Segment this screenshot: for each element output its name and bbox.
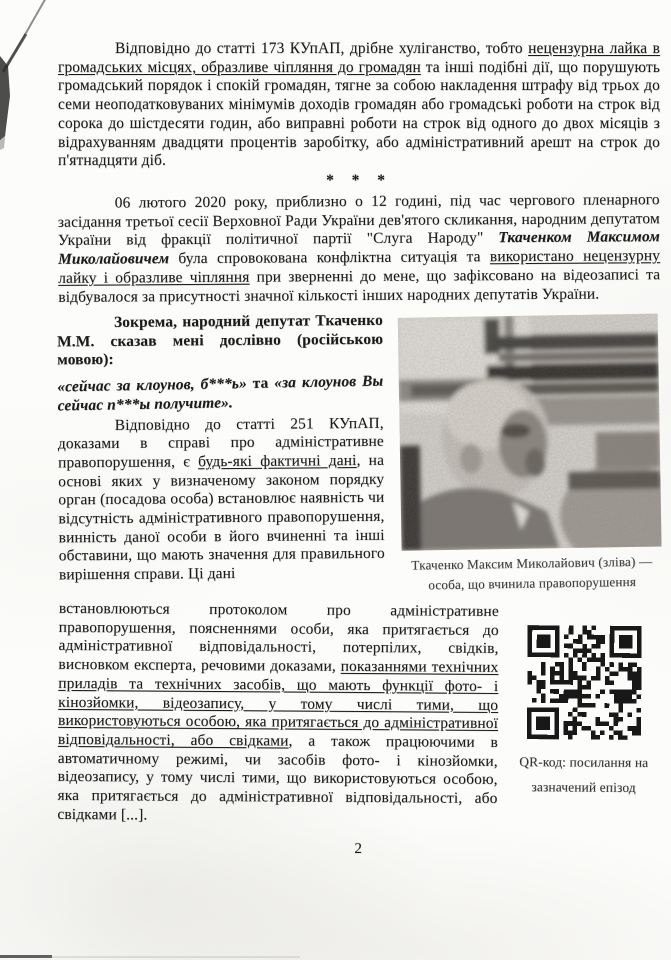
qr-code-image [523,625,646,740]
page-number: 2 [354,841,363,858]
quoted-phrase: «за клоунов Вы сейчас п***ы получите». [57,372,384,415]
scan-edge-streak [0,950,320,960]
evidence-photo [398,313,662,550]
underlined-text: показаннями технічних приладів та технічних засобів, що мають функції фото- і кінозйомки, відеозапису, у тому числі тими, що використовуються особою, яка притягається до адміністративної відповідальності, або свідками [57,657,499,750]
text-run: Відповідно до статті 173 КУпАП, дрібне хуліганство, тобто [115,40,529,57]
section-evidence [57,600,661,861]
text-run: , на основі яких у визначеному законом порядку орган (посадова особа) встановлює наявність чи відсутність адміністративного правопорушення, винність даної особи в його вчиненні та інші обставини, що мають значення для правильного вирішення справи. Ці дані [58,451,385,584]
qr-figure [514,617,655,800]
text-run: , а також працюючими в автоматичному режимі, чи засобів фото- і кінозйомки, відеозапису, у тому числі тими, що використовуються особою, яка притягається до адміністративної відповідальності, або свідками [...]. [57,732,498,824]
paragraph-incident [58,191,661,307]
text-run: встановлюються протоколом про адміністративне правопорушення, поясненнями особи, яка притягається до адміністративної відповідальності, потерпілих, свідків, висновком експерта, речовими доказами, [58,599,499,675]
text-run: Відповідно до статті 251 КУпАП, доказами в справі про адміністративне правопорушення, є [57,414,384,472]
paragraph-quote-intro: Зокрема, народний депутат Ткаченко М.М. сказав мені дослівно (російською мовою): [57,311,384,369]
underlined-text: використано нецензурну лайку і образливе чіпляння [58,246,661,287]
quoted-phrase: «сейчас за клоунов, б***ь» [57,375,248,396]
document-body [58,40,660,859]
text-run: та інші подібні дії, що порушують громадський порядок і спокій громадян, тягне за собою накладення штрафу від трьох до семи неоподатковуваних мінімумів доходів громадян або громадські роботи на строк від сорока до шістдесяти годин, або виправні роботи на строк від одного до двох місяців з відрахуванням двадцяти процентів заробітку, або адміністративний арешт на строк до п'ятнадцяти діб. [58,58,660,170]
text-run: при зверненні до мене, що зафіксовано на відеозаписі та відбувалося за присутності значної кількості інших народних депутатів України. [58,265,661,305]
section-photo-and-quote [57,309,661,603]
paragraph-article-173 [58,40,660,171]
section-separator: * * * [326,171,392,189]
photo-caption: Ткаченко Максим Миколайович (зліва) — особа, що вчинила правопорушення [411,553,653,593]
text-run: 06 лютого 2020 року, приблизно о 12 годині, під час чергового пленарного засідання третьої сесії Верховної Ради України дев'ятого скликання, народним депутатом України від фракції політичної партії "Слуга Народу" [57,190,660,249]
underlined-text: будь-які фактичні дані [198,451,357,471]
evidence-photo-figure [398,313,663,595]
text-run: була спровокована конфліктна ситуація та [169,247,490,267]
offender-name: Ткаченком Максимом Миколайовичем [58,228,660,268]
underlined-text: нецензурна лайка в громадських місцях, образливе чіпляння до громадян [58,40,660,76]
text-run: та [246,374,275,392]
qr-caption: QR-код: посилання на зазначений епізод [519,753,649,795]
